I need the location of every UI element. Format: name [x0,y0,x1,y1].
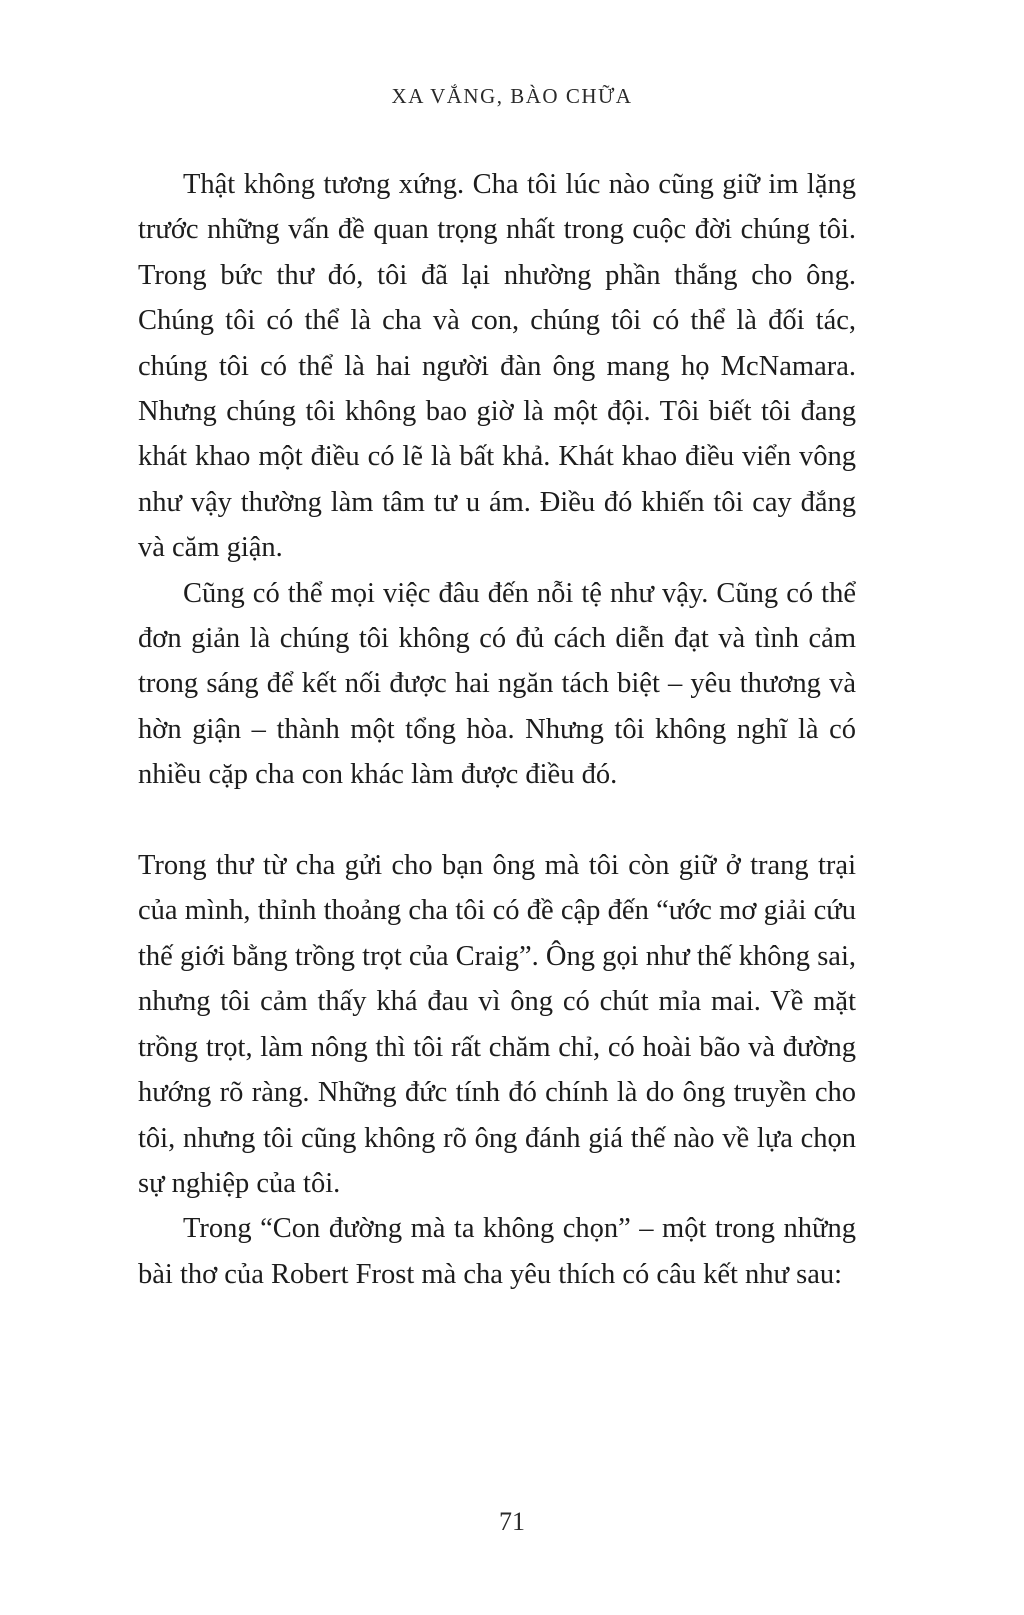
page-number: 71 [499,1507,525,1536]
paragraph-2: Cũng có thể mọi việc đâu đến nỗi tệ như vậy. Cũng có thể đơn giản là chúng tôi không có đủ cách diễn đạt và tình cảm trong sáng để kết nối được hai ngăn tách biệt – yêu thương và hờn giận – thành một tổng hòa. Nhưng tôi không nghĩ là có nhiều cặp cha con khác làm được điều đó. [138,577,856,791]
paragraph-1: Thật không tương xứng. Cha tôi lúc nào cũng giữ im lặng trước những vấn đề quan trọng nhất trong cuộc đời chúng tôi. Trong bức thư đó, tôi đã lại nhường phần thắng cho ông. Chúng tôi có thể là cha và con, chúng tôi có thể là đối tác, chúng tôi có thể là hai người đàn ông mang họ McNamara. Nhưng chúng tôi không bao giờ là một đội. Tôi biết tôi đang khát khao một điều có lẽ là bất khả. Khát khao điều viển vông như vậy thường làm tâm tư u ám. Điều đó khiến tôi cay đắng và căm giận. [138,169,856,564]
paragraph-3: Trong thư từ cha gửi cho bạn ông mà tôi còn giữ ở trang trại của mình, thỉnh thoảng cha tôi có đề cập đến “ước mơ giải cứu thế giới bằng trồng trọt của Craig”. Ông gọi như thế không sai, nhưng tôi cảm thấy khá đau vì ông có chút mỉa mai. Về mặt trồng trọt, làm nông thì tôi rất chăm chỉ, có hoài bão và đường hướng rõ ràng. Những đức tính đó chính là do ông truyền cho tôi, nhưng tôi cũng không rõ ông đánh giá thế nào về lựa chọn sự nghiệp của tôi. [138,850,856,1199]
running-header: XA VẮNG, BÀO CHỮA [391,84,633,108]
paragraph-4: Trong “Con đường mà ta không chọn” – một trong những bài thơ của Robert Frost mà cha yêu thích có câu kết như sau: [138,1213,856,1290]
body-text [138,162,856,1297]
